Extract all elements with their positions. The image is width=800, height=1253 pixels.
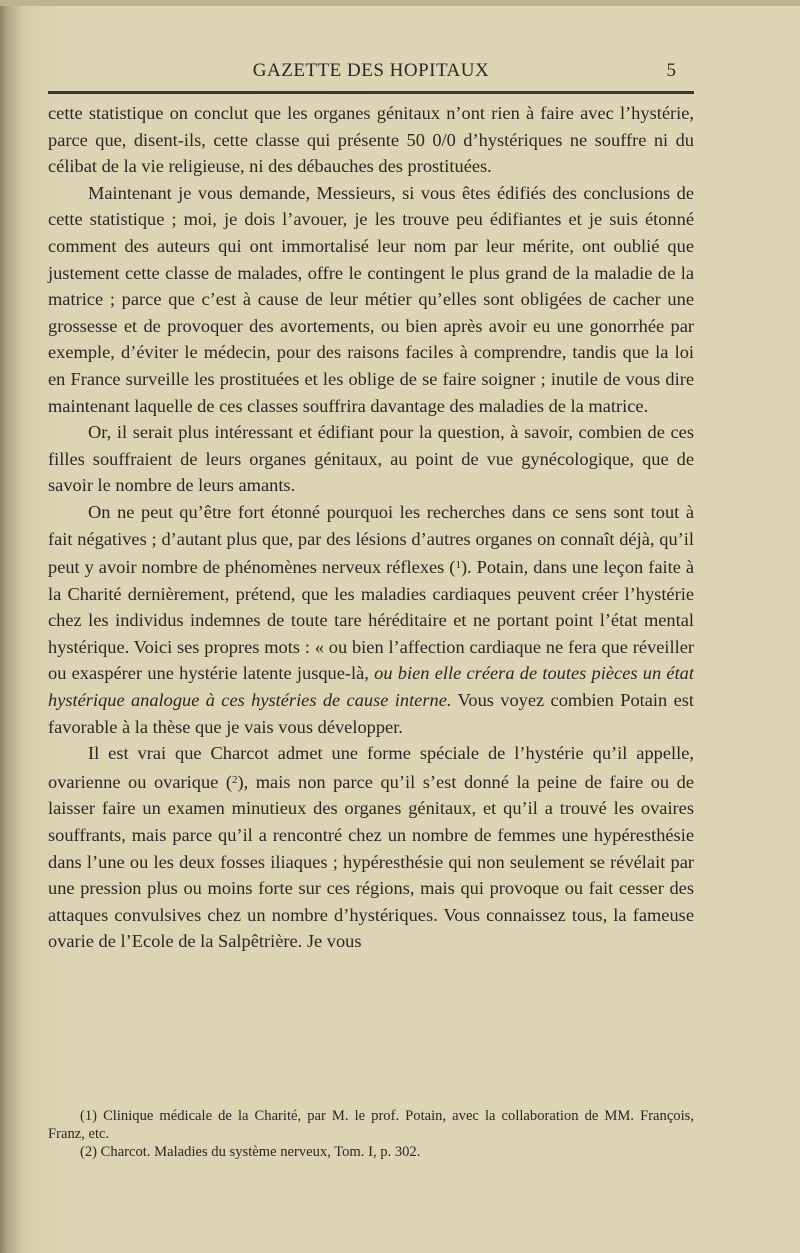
binding-edge xyxy=(0,0,22,1253)
page-number: 5 xyxy=(666,60,676,81)
text-run: On ne peut qu’être fort étonné pourquoi les recherches dans ce sens sont tout à fait négatives ; d’autant plus que, par des lésions d’autres organes on connaît déjà, qu’il peut y avoir nombre de phénomènes nerveux réflexes ( xyxy=(48,501,694,578)
body-text xyxy=(48,100,694,955)
paragraph xyxy=(48,740,694,955)
footnote-ref: 2 xyxy=(231,773,238,786)
paragraph xyxy=(48,100,694,180)
text-run: cette statistique on conclut que les organes génitaux n’ont rien à faire avec l’hystérie, parce que, disent-ils, cette classe qui présente 50 0/0 d’hystériques ne souffre ni du célibat de la vie religieuse, ni des débauches des prostituées. xyxy=(48,103,694,177)
text-run: Il est vrai que Charcot admet une forme spéciale de l’hystérie qu’il appelle, ovarienne ou ovarique ( xyxy=(48,743,694,792)
text-run: Vous voyez combien Potain est favorable à la thèse que je vais vous développer. xyxy=(48,690,694,737)
paragraph xyxy=(48,180,694,419)
footnote: (1) Clinique médicale de la Charité, par M. le prof. Potain, avec la collaboration de MM. François, Franz, etc. xyxy=(48,1108,694,1142)
running-title: GAZETTE DES HOPITAUX xyxy=(252,60,490,81)
page-header xyxy=(48,60,694,90)
paragraph xyxy=(48,419,694,499)
header-rule xyxy=(48,91,694,94)
text-run: ). Potain, dans une leçon faite à la Charité dernièrement, prétend, que les maladies cardiaques peuvent créer l’hystérie chez les individus indemnes de toute tare héréditaire et ne portant point l’état mental hystérique. Voici ses propres mots : « ou bien l’affection cardiaque ne fera que réveiller ou exaspérer une hystérie latente jusque-là, xyxy=(48,557,694,684)
page-top-edge xyxy=(0,0,800,6)
footnotes xyxy=(48,1107,694,1161)
footnote: (2) Charcot. Maladies du système nerveux, Tom. I, p. 302. xyxy=(80,1144,421,1160)
paragraph xyxy=(48,499,694,740)
text-run: Maintenant je vous demande, Messieurs, si vous êtes édifiés des conclusions de cette statistique ; moi, je dois l’avouer, je les trouve peu édifiantes et je suis étonné comment des auteurs qui ont immortalisé leur nom par leur mérite, ont oublié que justement cette classe de malades, offre le contingent le plus grand de la maladie de la matrice ; parce que c’est à cause de leur métier qu’elles sont obligées de cacher une grossesse et de provoquer des avortements, ou bien après avoir eu une gonorrhée par exemple, d’éviter le médecin, pour des raisons faciles à comprendre, tandis que la loi en France surveille les prostituées et les oblige de se faire soigner ; inutile de vous dire maintenant laquelle de ces classes souffrira davantage des maladies de la matrice. xyxy=(48,182,694,416)
italic-quote: ou bien elle créera de toutes pièces un état hystérique analogue à ces hystéries de cause interne. xyxy=(48,663,694,711)
text-run: Or, il serait plus intéressant et édifiant pour la question, à savoir, combien de ces filles souffraient de leurs organes génitaux, au point de vue gynécologique, que de savoir le nombre de leurs amants. xyxy=(48,422,694,496)
text-run: ), mais non parce qu’il s’est donné la peine de faire ou de laisser faire un examen minutieux des organes génitaux, et qu’il a trouvé les ovaires souffrants, mais parce qu’il a rencontré chez un nombre de femmes une hypéresthésie dans l’une ou les deux fosses iliaques ; hypéresthésie qui non seulement se révélait par une pression plus ou moins forte sur ces régions, mais qui provoque ou fait cesser des attaques convulsives chez un nombre d’hystériques. Vous connaissez tous, la fameuse ovarie de l’Ecole de la Salpêtrière. Je vous xyxy=(48,771,695,952)
footnote-ref: 1 xyxy=(455,559,461,572)
